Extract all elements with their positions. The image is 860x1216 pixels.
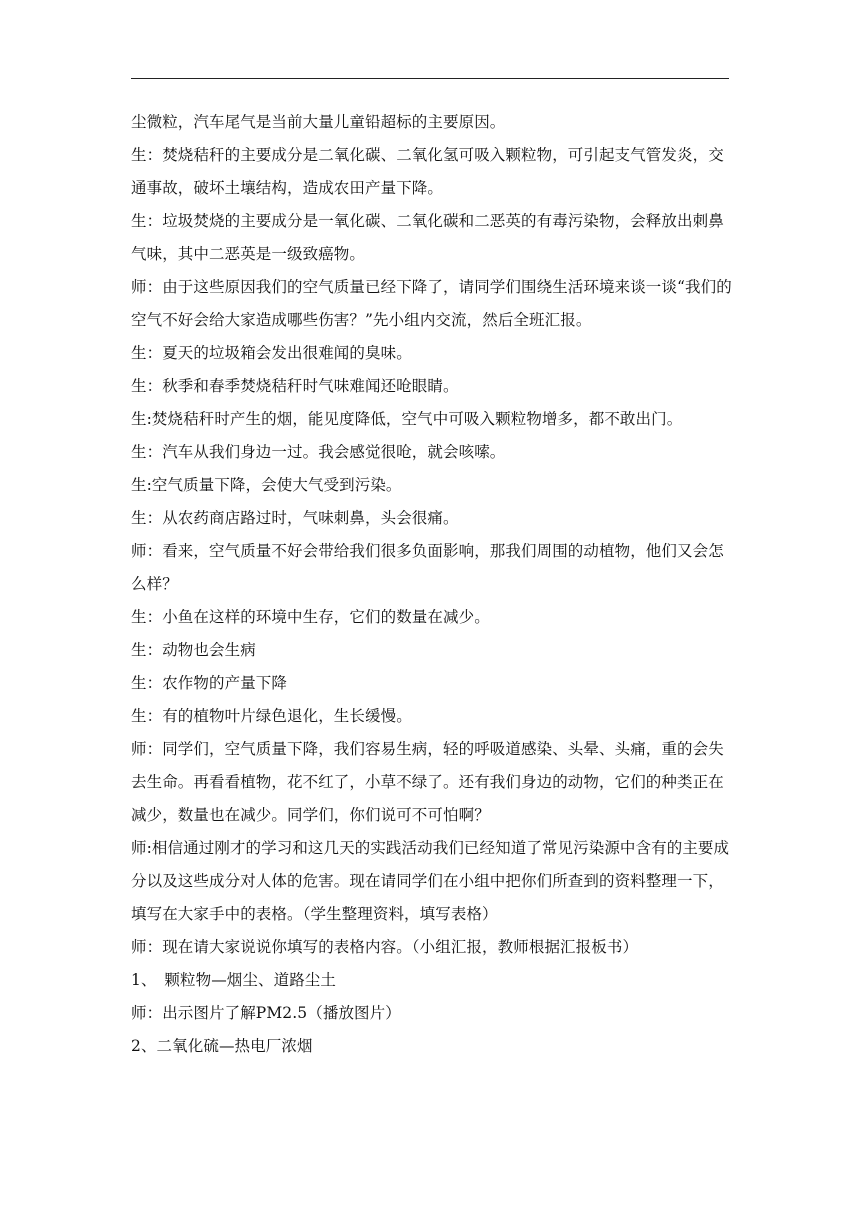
paragraph: 师：出示图片了解PM2.5（播放图片） — [131, 1004, 401, 1022]
paragraph: 生:焚烧秸秆时产生的烟，能见度降低，空气中可吸入颗粒物增多，都不敢出门。 — [131, 410, 683, 428]
paragraph: 生：有的植物叶片绿色退化，生长缓慢。 — [131, 707, 412, 725]
paragraph: 生：秋季和春季焚烧秸秆时气味难闻还呛眼睛。 — [131, 377, 459, 395]
paragraph: 生：垃圾焚烧的主要成分是一氧化碳、二氧化碳和二恶英的有毒污染物，会释放出刺鼻气味，其中二恶英是一级致癌物。 — [131, 212, 724, 263]
paragraph: 师：同学们，空气质量下降，我们容易生病，轻的呼吸道感染、头晕、头痛，重的会失去生命。再看看植物，花不红了，小草不绿了。还有我们身边的动物，它们的种类正在减少，数量也在减少。同学们，你们说可不可怕啊？ — [131, 740, 724, 824]
paragraph: 师：现在请大家说说你填写的表格内容。（小组汇报，教师根据汇报板书） — [131, 938, 639, 956]
paragraph: 生：焚烧秸秆的主要成分是二氧化碳、二氧化氢可吸入颗粒物，可引起支气管发炎，交通事故，破坏土壤结构，造成农田产量下降。 — [131, 146, 724, 197]
paragraph: 生:空气质量下降，会使大气受到污染。 — [131, 476, 402, 494]
paragraph: 师：由于这些原因我们的空气质量已经下降了，请同学们围绕生活环境来谈一谈“我们的空气不好会给大家造成哪些伤害？”先小组内交流，然后全班汇报。 — [131, 278, 732, 329]
paragraph: 生：动物也会生病 — [131, 641, 256, 659]
paragraph: 尘微粒，汽车尾气是当前大量儿童铅超标的主要原因。 — [131, 113, 506, 131]
paragraph: 生：汽车从我们身边一过。我会感觉很呛，就会咳嗦。 — [131, 443, 506, 461]
paragraph: 生：农作物的产量下降 — [131, 674, 288, 692]
paragraph: 师：看来，空气质量不好会带给我们很多负面影响，那我们周围的动植物，他们又会怎么样？ — [131, 542, 724, 593]
list-item: 1、 颗粒物—烟尘、道路尘土 — [131, 971, 337, 989]
header-rule — [131, 78, 729, 79]
paragraph: 生：从农药商店路过时，气味刺鼻，头会很痛。 — [131, 509, 459, 527]
document-body — [131, 106, 736, 1063]
paragraph: 生：小鱼在这样的环境中生存，它们的数量在减少。 — [131, 608, 490, 626]
paragraph: 生：夏天的垃圾箱会发出很难闻的臭味。 — [131, 344, 412, 362]
list-item: 2、二氧化硫—热电厂浓烟 — [131, 1037, 313, 1055]
paragraph: 师:相信通过刚才的学习和这几天的实践活动我们已经知道了常见污染源中含有的主要成分以及这些成分对人体的危害。现在请同学们在小组中把你们所查到的资料整理一下，填写在大家手中的表格。（学生整理资料，填写表格） — [131, 839, 730, 923]
